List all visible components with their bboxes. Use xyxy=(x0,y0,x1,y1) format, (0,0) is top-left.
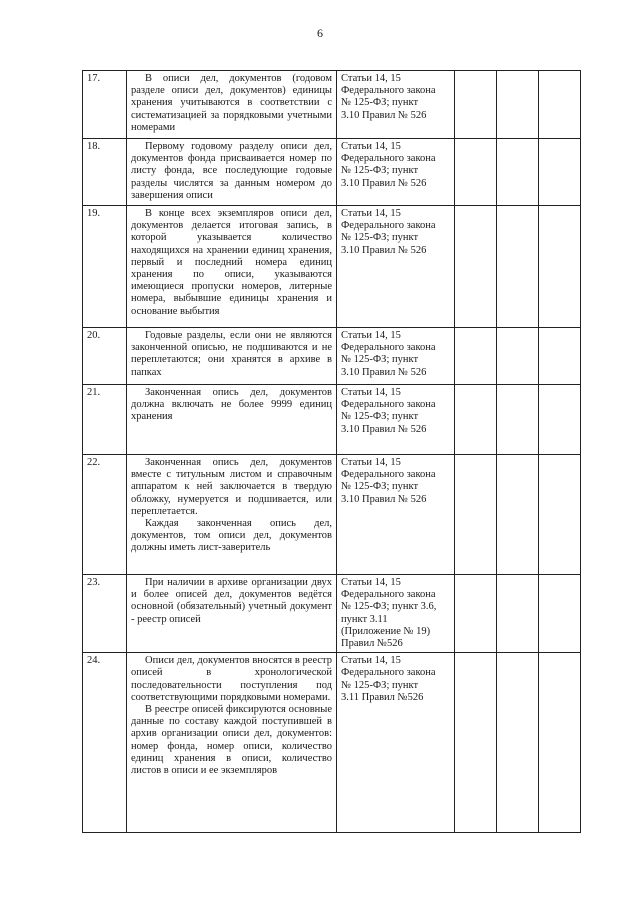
empty-cell xyxy=(539,653,581,833)
description-paragraph: Годовые разделы, если они не являются законченной описью, не подшиваются и не переплетаются; они хранятся в архиве в папках xyxy=(131,330,332,378)
description-paragraph: В конце всех экземпляров описи дел, документов делается итоговая запись, в которой указывается количество находящихся на хранении единиц хранения, первый и последний номера единиц хранения по описи, указываются имеющиеся пропуски номеров, литерные номера, выбывшие единицы хранения и основание выбытия xyxy=(131,208,332,317)
row-number: 21. xyxy=(83,385,127,455)
description-paragraph: При наличии в архиве организации двух и более описей дел, документов ведётся основной (обязательный) учетный документ - реестр описей xyxy=(131,577,332,625)
row-reference: Статьи 14, 15 Федерального закона № 125-ФЗ; пункт 3.10 Правил № 526 xyxy=(337,328,455,385)
empty-cell xyxy=(455,139,497,206)
empty-cell xyxy=(539,575,581,653)
empty-cell xyxy=(539,139,581,206)
row-description xyxy=(127,385,337,455)
table-row xyxy=(83,206,581,328)
empty-cell xyxy=(455,653,497,833)
row-number: 18. xyxy=(83,139,127,206)
row-number: 24. xyxy=(83,653,127,833)
empty-cell xyxy=(455,206,497,328)
empty-cell xyxy=(497,653,539,833)
empty-cell xyxy=(455,385,497,455)
description-paragraph: Законченная опись дел, документов должна включать не более 9999 единиц хранения xyxy=(131,387,332,423)
row-description xyxy=(127,653,337,833)
empty-cell xyxy=(497,139,539,206)
description-paragraph: Описи дел, документов вносятся в реестр описей в хронологической последовательности поступления под соответствующими порядковыми номерами. xyxy=(131,655,332,703)
table-row xyxy=(83,71,581,139)
row-reference: Статьи 14, 15 Федерального закона № 125-ФЗ; пункт 3.10 Правил № 526 xyxy=(337,455,455,575)
row-number: 19. xyxy=(83,206,127,328)
requirements-table xyxy=(82,70,581,833)
description-paragraph: В реестре описей фиксируются основные данные по составу каждой поступившей в архив организации описи дел, документов: номер фонда, номер описи, количество единиц хранения в описи, количество листов в описи и ее экземпляров xyxy=(131,704,332,777)
empty-cell xyxy=(497,71,539,139)
row-description xyxy=(127,328,337,385)
table-row xyxy=(83,653,581,833)
description-paragraph: Законченная опись дел, документов вместе с титульным листом и справочным аппаратом к ней заключается в твердую обложку, нумеруется и подшивается, или переплетается. xyxy=(131,457,332,517)
table-row xyxy=(83,328,581,385)
table-row xyxy=(83,385,581,455)
description-paragraph: В описи дел, документов (годовом разделе описи дел, документов) единицы хранения учитываются в соответствии с систематизацией за порядковыми учетными номерами xyxy=(131,73,332,133)
row-description xyxy=(127,71,337,139)
table-row xyxy=(83,139,581,206)
description-paragraph: Каждая законченная опись дел, документов, том описи дел, документов должны иметь лист-заверитель xyxy=(131,518,332,554)
row-number: 20. xyxy=(83,328,127,385)
row-reference: Статьи 14, 15 Федерального закона № 125-ФЗ; пункт 3.6, пункт 3.11 (Приложение № 19) Правил №526 xyxy=(337,575,455,653)
empty-cell xyxy=(497,328,539,385)
empty-cell xyxy=(539,206,581,328)
row-reference: Статьи 14, 15 Федерального закона № 125-ФЗ; пункт 3.10 Правил № 526 xyxy=(337,385,455,455)
empty-cell xyxy=(455,455,497,575)
row-reference: Статьи 14, 15 Федерального закона № 125-ФЗ; пункт 3.10 Правил № 526 xyxy=(337,71,455,139)
row-number: 22. xyxy=(83,455,127,575)
empty-cell xyxy=(455,575,497,653)
page-number: 6 xyxy=(317,26,323,40)
empty-cell xyxy=(455,71,497,139)
empty-cell xyxy=(539,328,581,385)
row-reference: Статьи 14, 15 Федерального закона № 125-ФЗ; пункт 3.10 Правил № 526 xyxy=(337,206,455,328)
table-row xyxy=(83,455,581,575)
empty-cell xyxy=(497,455,539,575)
row-description xyxy=(127,139,337,206)
empty-cell xyxy=(497,206,539,328)
empty-cell xyxy=(455,328,497,385)
row-number: 23. xyxy=(83,575,127,653)
description-paragraph: Первому годовому разделу описи дел, документов фонда присваивается номер по листу фонда, все последующие годовые разделы числятся за данным номером до завершения описи xyxy=(131,141,332,201)
row-reference: Статьи 14, 15 Федерального закона № 125-ФЗ; пункт 3.10 Правил № 526 xyxy=(337,139,455,206)
row-number: 17. xyxy=(83,71,127,139)
empty-cell xyxy=(539,455,581,575)
row-description xyxy=(127,455,337,575)
row-description xyxy=(127,575,337,653)
row-description xyxy=(127,206,337,328)
empty-cell xyxy=(497,575,539,653)
row-reference: Статьи 14, 15 Федерального закона № 125-ФЗ; пункт 3.11 Правил №526 xyxy=(337,653,455,833)
table-row xyxy=(83,575,581,653)
empty-cell xyxy=(539,71,581,139)
empty-cell xyxy=(539,385,581,455)
empty-cell xyxy=(497,385,539,455)
